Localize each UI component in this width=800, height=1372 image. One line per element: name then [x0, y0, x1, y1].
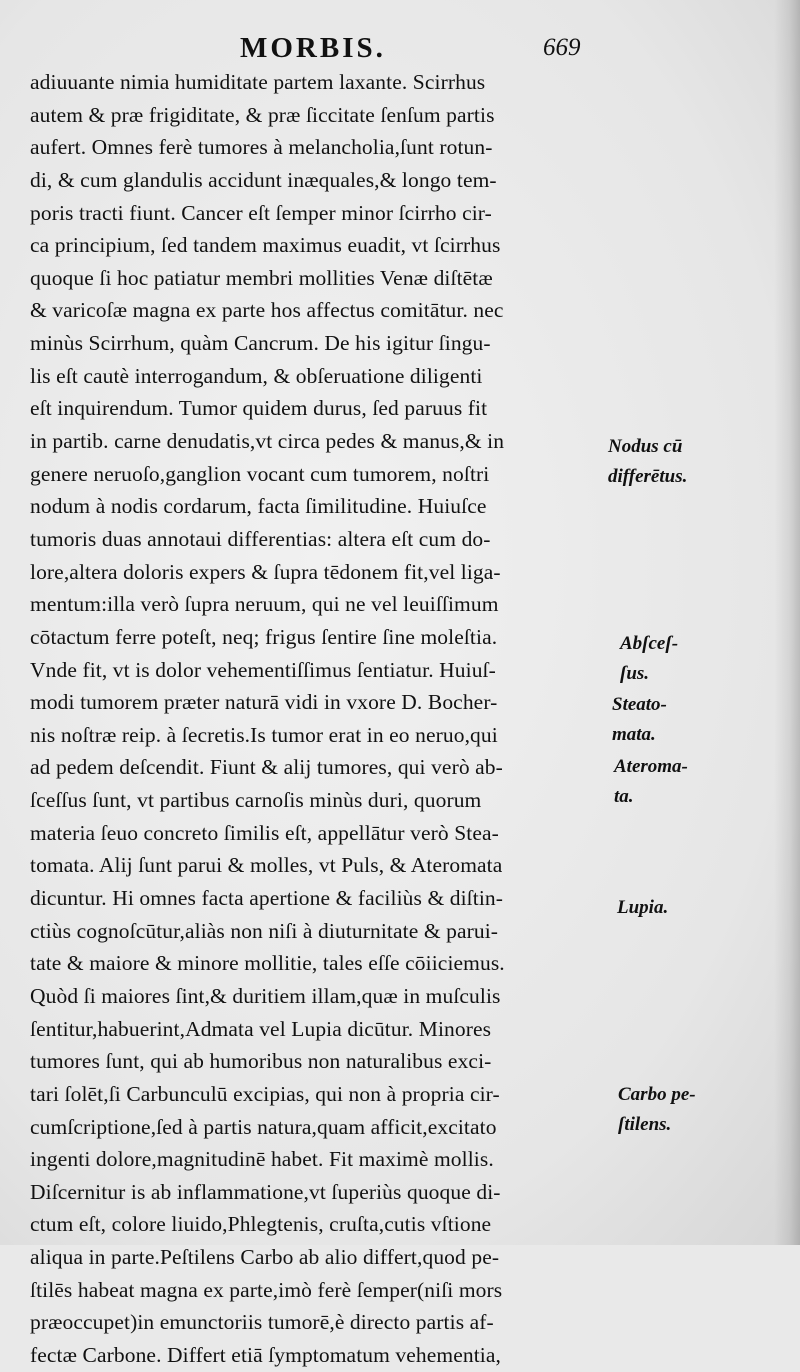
margin-note-line: Abſceſ-: [620, 633, 679, 654]
text-line: tari ſolēt,ſi Carbunculū excipias, qui non à propria cir-: [30, 1081, 500, 1106]
text-line: aliqua in parte.Peſtilens Carbo ab alio differt,quod pe-: [30, 1245, 500, 1270]
text-line: ctiùs cognoſcūtur,aliàs non niſi à diuturnitate & parui-: [30, 918, 499, 943]
text-line: ſentitur,habuerint,Admata vel Lupia dicūtur. Minores: [30, 1016, 492, 1041]
text-line: aufert. Omnes ferè tumores à melancholia,ſunt rotun-: [30, 135, 493, 160]
margin-note-line: mata.: [612, 724, 656, 745]
text-line: tumoris duas annotaui differentias: altera eſt cum do-: [30, 526, 491, 551]
text-line: adiuuante nimia humiditate partem laxante. Scirrhus: [30, 70, 486, 94]
text-line: ſceſſus ſunt, vt partibus carnoſis minùs duri, quorum: [30, 788, 482, 813]
text-line: tomata. Alij ſunt parui & molles, vt Puls, & Ateromata: [30, 853, 503, 878]
text-line: eſt inquirendum. Tumor quidem durus, ſed paruus fit: [30, 396, 488, 421]
margin-note-abscessus: [620, 629, 678, 689]
margin-note-steatomata: [612, 690, 667, 750]
text-line: poris tracti fiunt. Cancer eſt ſemper minor ſcirrho cir-: [30, 200, 492, 225]
text-line: cumſcriptione,ſed à partis natura,quam afficit,excitato: [30, 1114, 497, 1139]
text-line: ſtilēs habeat magna ex parte,imò ferè ſemper(niſi mors: [30, 1277, 503, 1302]
text-line: ad pedem deſcendit. Fiunt & alij tumores, qui verò ab-: [30, 755, 503, 780]
text-line: nodum à nodis cordarum, facta ſimilitudine. Huiuſce: [30, 494, 487, 519]
text-line: autem & præ frigiditate, & præ ſiccitate ſenſum partis: [30, 102, 495, 127]
text-line: minùs Scirrhum, quàm Cancrum. De his igitur ſingu-: [30, 331, 491, 356]
margin-note-line: ta.: [614, 786, 634, 807]
text-line: Vnde fit, vt is dolor vehementiſſimus ſentiatur. Huiuſ-: [30, 657, 496, 682]
page-gutter-shadow: [774, 0, 800, 1245]
text-line: modi tumorem præter naturā vidi in vxore D. Bocher-: [30, 690, 498, 715]
text-line: di, & cum glandulis accidunt inæquales,& longo tem-: [30, 167, 497, 192]
margin-note-line: Nodus cū: [608, 436, 683, 457]
text-line: ingenti dolore,magnitudinē habet. Fit maximè mollis.: [30, 1147, 494, 1172]
text-line: in partib. carne denudatis,vt circa pedes & manus,& in: [30, 429, 505, 454]
margin-note-carbo-pestilens: [618, 1080, 696, 1140]
margin-note-nodus: [608, 432, 687, 492]
text-line: cōtactum ferre poteſt, neq; frigus ſentire ſine moleſtia.: [30, 624, 498, 649]
text-line: mentum:illa verò ſupra neruum, qui ne vel leuiſſimum: [30, 592, 499, 617]
text-line: tumores ſunt, qui ab humoribus non naturalibus exci-: [30, 1049, 492, 1074]
text-line: ctum eſt, colore liuido,Phlegtenis, cruſta,cutis vſtione: [30, 1212, 492, 1237]
text-line: lore,altera doloris expers & ſupra tēdonem fit,vel liga-: [30, 559, 501, 584]
running-title: MORBIS.: [240, 32, 386, 64]
page-header: [0, 30, 800, 70]
text-line: quoque ſi hoc patiatur membri mollities Venæ diſtētæ: [30, 265, 493, 290]
margin-note-line: Steato-: [612, 694, 667, 715]
margin-note-line: Ateroma-: [614, 756, 688, 777]
text-line: tate & maiore & minore mollitie, tales eſſe cōiiciemus.: [30, 951, 505, 976]
text-line: ca principium, ſed tandem maximus euadit, vt ſcirrhus: [30, 233, 501, 258]
page-number: 669: [543, 34, 581, 61]
text-line: dicuntur. Hi omnes facta apertione & faciliùs & diſtin-: [30, 886, 503, 911]
text-line: fectæ Carbone. Differt etiā ſymptomatum vehementia,: [30, 1342, 501, 1367]
margin-note-ateromata: [614, 752, 688, 812]
text-line: nis noſtræ reip. à ſecretis.Is tumor erat in eo neruo,qui: [30, 722, 498, 747]
text-line: & varicoſæ magna ex parte hos affectus comitātur. nec: [30, 298, 504, 323]
margin-note-line: Lupia.: [617, 897, 669, 918]
text-line: Quòd ſi maiores ſint,& duritiem illam,quæ in muſculis: [30, 983, 501, 1008]
margin-note-line: ſus.: [620, 663, 650, 684]
text-line: genere neruoſo,ganglion vocant cum tumorem, noſtri: [30, 461, 490, 486]
text-line: lis eſt cautè interrogandum, & obſeruatione diligenti: [30, 363, 483, 388]
margin-note-lupia: [617, 893, 668, 923]
text-line: materia ſeuo concreto ſimilis eſt, appellātur verò Stea-: [30, 820, 499, 845]
body-text: [30, 66, 620, 1372]
margin-note-line: differētus.: [608, 466, 688, 487]
text-line: Diſcernitur is ab inflammatione,vt ſuperiùs quoque di-: [30, 1179, 501, 1204]
margin-note-line: Carbo pe-: [618, 1084, 696, 1105]
margin-note-line: ſtilens.: [618, 1114, 672, 1135]
text-line: præoccupet)in emunctoriis tumorē,è directo partis af-: [30, 1310, 494, 1335]
